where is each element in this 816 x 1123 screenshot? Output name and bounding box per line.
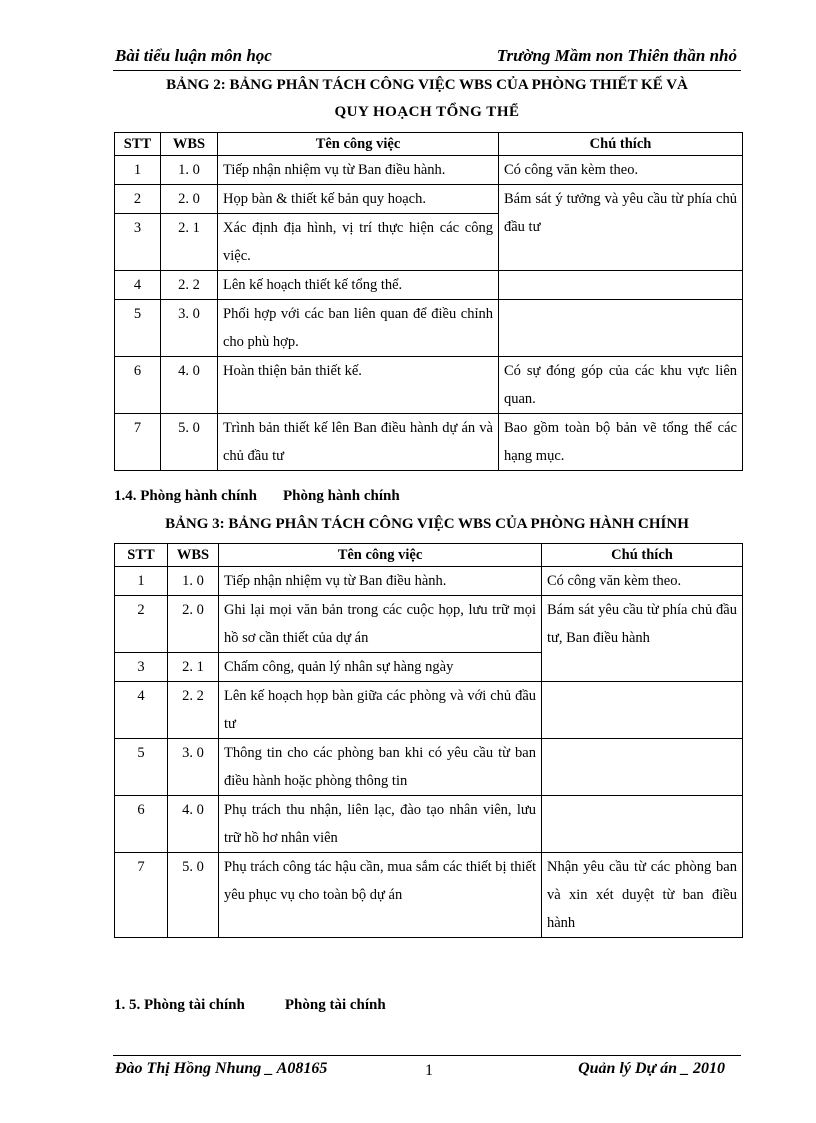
wbs-table-design bbox=[114, 132, 743, 471]
cell-note: Có sự đóng góp của các khu vực liên quan. bbox=[499, 357, 743, 414]
cell-wbs: 3. 0 bbox=[168, 739, 219, 796]
header-school: Trường Mầm non Thiên thần nhỏ bbox=[496, 46, 737, 65]
table-row bbox=[115, 739, 743, 796]
col-header-note: Chú thích bbox=[499, 133, 743, 156]
cell-note: Bao gồm toàn bộ bản vẽ tổng thể các hạng mục. bbox=[499, 414, 743, 471]
cell-task: Ghi lại mọi văn bản trong các cuộc họp, lưu trữ mọi hồ sơ cần thiết của dự án bbox=[219, 596, 542, 653]
cell-stt: 2 bbox=[115, 185, 161, 214]
section-name: Phòng hành chính bbox=[282, 488, 400, 504]
cell-stt: 2 bbox=[115, 596, 168, 653]
cell-stt: 1 bbox=[115, 156, 161, 185]
table-row bbox=[115, 853, 743, 938]
table-row bbox=[115, 300, 743, 357]
table-row bbox=[115, 156, 743, 185]
table-row bbox=[115, 271, 743, 300]
cell-stt: 6 bbox=[115, 357, 161, 414]
cell-wbs: 2. 1 bbox=[168, 653, 219, 682]
cell-task: Phụ trách công tác hậu cần, mua sắm các thiết bị thiết yêu phục vụ cho toàn bộ dự án bbox=[219, 853, 542, 938]
page-footer bbox=[113, 1055, 741, 1082]
cell-stt: 3 bbox=[115, 214, 161, 271]
cell-wbs: 2. 0 bbox=[161, 185, 218, 214]
section-number: 1. 5. Phòng tài chính bbox=[114, 997, 245, 1013]
col-header-stt: STT bbox=[115, 544, 168, 567]
cell-task: Tiếp nhận nhiệm vụ từ Ban điều hành. bbox=[218, 156, 499, 185]
col-header-task: Tên công việc bbox=[219, 544, 542, 567]
cell-wbs: 5. 0 bbox=[161, 414, 218, 471]
table-row bbox=[115, 414, 743, 471]
cell-task: Hoàn thiện bản thiết kế. bbox=[218, 357, 499, 414]
cell-task: Thông tin cho các phòng ban khi có yêu cầu từ ban điều hành hoặc phòng thông tin bbox=[219, 739, 542, 796]
cell-wbs: 1. 0 bbox=[168, 567, 219, 596]
cell-note: Nhận yêu cầu từ các phòng ban và xin xét duyệt từ ban điều hành bbox=[542, 853, 743, 938]
cell-wbs: 5. 0 bbox=[168, 853, 219, 938]
table-header-row bbox=[115, 544, 743, 567]
cell-wbs: 1. 0 bbox=[161, 156, 218, 185]
cell-note: Bám sát yêu cầu từ phía chủ đầu tư, Ban điều hành bbox=[542, 596, 743, 682]
header-course: Bài tiểu luận môn học bbox=[115, 46, 272, 65]
cell-task: Lên kế hoạch thiết kế tổng thể. bbox=[218, 271, 499, 300]
cell-stt: 7 bbox=[115, 414, 161, 471]
cell-wbs: 2. 0 bbox=[168, 596, 219, 653]
cell-task: Chấm công, quản lý nhân sự hàng ngày bbox=[219, 653, 542, 682]
col-header-wbs: WBS bbox=[161, 133, 218, 156]
cell-task: Xác định địa hình, vị trí thực hiện các công việc. bbox=[218, 214, 499, 271]
cell-stt: 1 bbox=[115, 567, 168, 596]
table-row bbox=[115, 185, 743, 214]
cell-stt: 5 bbox=[115, 300, 161, 357]
cell-note: Có công văn kèm theo. bbox=[542, 567, 743, 596]
section-1-4-heading bbox=[114, 488, 400, 505]
cell-stt: 7 bbox=[115, 853, 168, 938]
cell-wbs: 2. 1 bbox=[161, 214, 218, 271]
footer-author: Đào Thị Hồng Nhung _ A08165 bbox=[115, 1060, 328, 1077]
cell-task: Lên kế hoạch họp bàn giữa các phòng và với chủ đầu tư bbox=[219, 682, 542, 739]
section-1-5-heading bbox=[114, 997, 386, 1014]
cell-note bbox=[542, 796, 743, 853]
table3-title: BẢNG 3: BẢNG PHÂN TÁCH CÔNG VIỆC WBS CỦA PHÒNG HÀNH CHÍNH bbox=[165, 516, 689, 532]
cell-wbs: 4. 0 bbox=[168, 796, 219, 853]
cell-wbs: 3. 0 bbox=[161, 300, 218, 357]
cell-stt: 5 bbox=[115, 739, 168, 796]
cell-note: Bám sát ý tưởng và yêu cầu từ phía chủ đầu tư bbox=[499, 185, 743, 271]
cell-note bbox=[499, 271, 743, 300]
cell-stt: 4 bbox=[115, 682, 168, 739]
cell-task: Tiếp nhận nhiệm vụ từ Ban điều hành. bbox=[219, 567, 542, 596]
col-header-stt: STT bbox=[115, 133, 161, 156]
section-name: Phòng tài chính bbox=[284, 997, 386, 1013]
cell-note bbox=[542, 739, 743, 796]
cell-task: Họp bàn & thiết kế bản quy hoạch. bbox=[218, 185, 499, 214]
cell-task: Trình bản thiết kế lên Ban điều hành dự án và chủ đầu tư bbox=[218, 414, 499, 471]
cell-task: Phối hợp với các ban liên quan để điều chỉnh cho phù hợp. bbox=[218, 300, 499, 357]
footer-subject: Quản lý Dự án _ 2010 bbox=[578, 1060, 725, 1077]
table2-title-line2: QUY HOẠCH TỔNG THỂ bbox=[334, 104, 520, 120]
cell-wbs: 2. 2 bbox=[161, 271, 218, 300]
col-header-task: Tên công việc bbox=[218, 133, 499, 156]
cell-note bbox=[542, 682, 743, 739]
cell-wbs: 2. 2 bbox=[168, 682, 219, 739]
table-row bbox=[115, 596, 743, 653]
table-row bbox=[115, 682, 743, 739]
wbs-table-admin bbox=[114, 543, 743, 938]
col-header-wbs: WBS bbox=[168, 544, 219, 567]
cell-note bbox=[499, 300, 743, 357]
table-row bbox=[115, 357, 743, 414]
cell-wbs: 4. 0 bbox=[161, 357, 218, 414]
page-number: 1 bbox=[425, 1062, 433, 1079]
cell-task: Phụ trách thu nhận, liên lạc, đào tạo nhân viên, lưu trữ hồ hơ nhân viên bbox=[219, 796, 542, 853]
cell-note: Có công văn kèm theo. bbox=[499, 156, 743, 185]
cell-stt: 4 bbox=[115, 271, 161, 300]
section-number: 1.4. Phòng hành chính bbox=[114, 488, 257, 504]
page-header bbox=[113, 46, 741, 71]
table2-title-line1: BẢNG 2: BẢNG PHÂN TÁCH CÔNG VIỆC WBS CỦA PHÒNG THIẾT KẾ VÀ bbox=[166, 77, 688, 93]
table-row bbox=[115, 796, 743, 853]
table-header-row bbox=[115, 133, 743, 156]
col-header-note: Chú thích bbox=[542, 544, 743, 567]
table-row bbox=[115, 567, 743, 596]
cell-stt: 6 bbox=[115, 796, 168, 853]
cell-stt: 3 bbox=[115, 653, 168, 682]
